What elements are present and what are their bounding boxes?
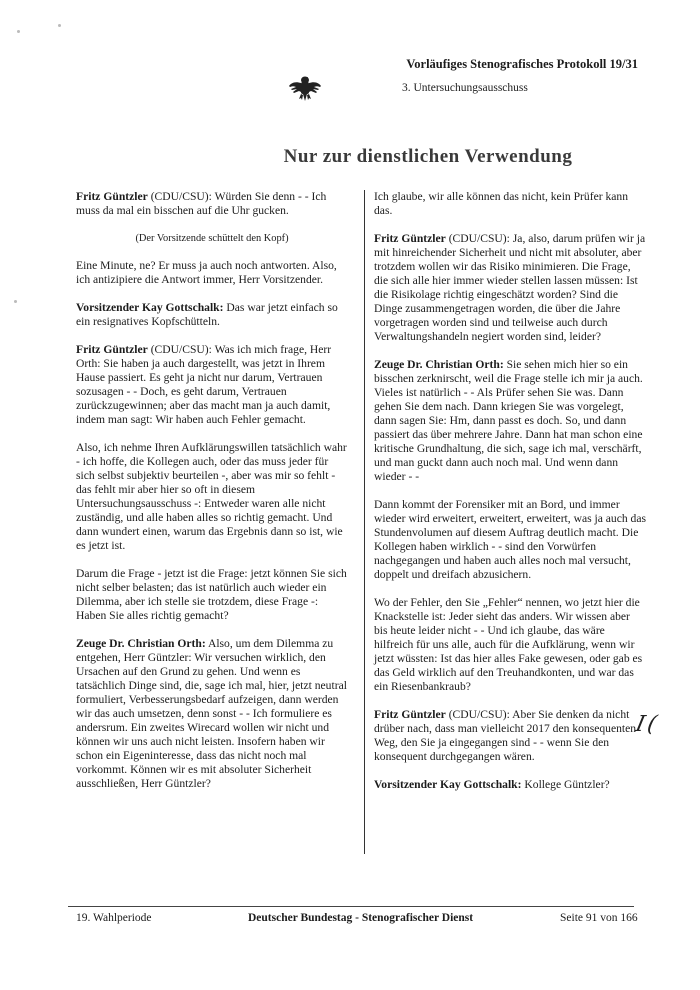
statement-text: Also, um dem Dilemma zu entgehen, Herr Güntzler: Wir versuchen wirklich, den Ursachen auf den Grund zu gehen. Und wenn es tatsächlich Dinge sind, die, sage ich mal, hier, jetzt neutral formuliert, Verbesserungsbedarf aufzeigen, dann werden wir das auch umsetzen, denn sonst - - Ich formuliere es andersrum. Ein zweites Wirecard wollen wir nicht und können wir uns auch nicht leisten. Insofern haben wir schon ein Eigeninteresse, dass das nicht noch mal vorkommt. Können wir es mit absoluter Sicherheit ausschließen, Herr Güntzler? (76, 637, 347, 790)
statement-text: Eine Minute, ne? Er muss ja auch noch antworten. Also, ich antizipiere die Antwort immer, Herr Vorsitzender. (76, 259, 337, 286)
footer-page-number: Seite 91 von 166 (560, 912, 638, 924)
statement-text: Also, ich nehme Ihren Aufklärungswillen tatsächlich wahr - ich hoffe, die Kollegen auch, oder das muss jeder für sich selbst subjektiv beurteilen -, aber was mir so fehlt - das fehlt mir aber hier so oft in diesem Untersuchungsausschuss -: Entweder waren alle nicht zuständig, und alle haben alles so richtig gemacht. Und dann wundert einen, warum das Ergebnis dann so ist, wie es jetzt ist. (76, 441, 347, 552)
left-column (76, 190, 348, 805)
speaker-name: Vorsitzender Kay Gottschalk: (76, 301, 224, 314)
statement-text: Dann kommt der Forensiker mit an Bord, und immer wieder wird erweitert, erweitert, erweitert, was ja auch das Stundenvolumen auf diesem Auftrag deutlich macht. Die Kollegen haben wirklich - - sind den Vorwürfen nachgegangen und haben auch alles noch mal versucht, doppelt und dreifach abzusichern. (374, 498, 647, 581)
right-column (374, 190, 646, 806)
scan-speck (17, 30, 20, 33)
scan-speck (14, 300, 17, 303)
statement-text: Ich glaube, wir alle können das nicht, kein Prüfer kann das. (374, 190, 629, 217)
speaker-name: Zeuge Dr. Christian Orth: (374, 358, 504, 371)
scan-speck (58, 24, 61, 27)
statement-text: (CDU/CSU): Was ich mich frage, Herr Orth: Sie haben ja auch dargestellt, was jetzt in Ihrem Hause passiert. Es geht ja nicht nur darum, Vertrauen sozusagen - - Doch, es geht darum, Vertrauen zurückzugewinnen; aber das macht man ja auch damit, indem man sagt: Wir haben auch Fehler gemacht. (76, 343, 332, 426)
statement-text: (CDU/CSU): Aber Sie denken da nicht drüber nach, dass man vielleicht 2017 den konsequenten Weg, den Sie ja eingegangen sind - - wenn Sie den konsequent durchgegangen wären. (374, 708, 637, 763)
speaker-name: Zeuge Dr. Christian Orth: (76, 637, 206, 650)
committee-name: 3. Untersuchungsausschuss (402, 82, 528, 94)
footer-divider (68, 906, 634, 907)
speaker-name: Fritz Güntzler (76, 190, 148, 203)
stage-direction: (Der Vorsitzende schüttelt den Kopf) (135, 233, 289, 244)
statement-text: (CDU/CSU): Würden Sie denn - - Ich muss da mal ein bisschen auf die Uhr gucken. (76, 190, 327, 217)
paragraph (374, 708, 646, 764)
margin-correction-mark: I( (633, 712, 662, 737)
statement-text: Sie sehen mich hier so ein bisschen zerknirscht, weil die Frage stelle ich mir ja auch. Vieles ist natürlich - - Als Prüfer sehen Sie was. Dann gehen Sie dem nach. Dann kriegen Sie was vorgelegt, dann sagen Sie: Hm, dann passt es doch. So, und dann passiert das über mehrere Jahre. Dann hat man schon eine kritische Grundhaltung, die sich, sage ich mal, verschärft, und man guckt dann auch noch mal. Und wenn dann wieder - - (374, 358, 643, 483)
column-divider (364, 190, 365, 854)
paragraph (76, 301, 348, 329)
statement-text: Kollege Güntzler? (521, 778, 610, 791)
statement-text: (CDU/CSU): Ja, also, darum prüfen wir ja mit hinreichender Sicherheit und nicht mit absoluter, aber trotzdem wollen wir das Risiko minimieren. Die Frage, die sich alle hier immer wieder stellen lassen müssen: Ist die Risikolage richtig eingeschätzt worden? Sind die Dinge zusammengetragen worden, die über die Jahre vorgetragen worden sind und teilweise auch durch Verwaltungshandeln negiert worden sind, leider? (374, 232, 646, 343)
protocol-title: Vorläufiges Stenografisches Protokoll 19/31 (406, 57, 638, 71)
paragraph (374, 778, 646, 792)
bundesadler-icon (288, 72, 322, 102)
paragraph (76, 190, 348, 218)
restriction-stamp (0, 146, 700, 168)
paragraph (374, 358, 646, 484)
stamp-text: Nur zur dienstlichen Verwendung (283, 146, 573, 167)
speaker-name: Fritz Güntzler (76, 343, 148, 356)
statement-text: Darum die Frage - jetzt ist die Frage: jetzt können Sie sich nicht selber belasten; das ist natürlich auch wieder ein Dilemma, aber ich stelle sie trotzdem, diese Frage -: Haben Sie alles richtig gemacht? (76, 567, 347, 622)
footer-period: 19. Wahlperiode (76, 912, 152, 924)
speaker-name: Fritz Güntzler (374, 232, 446, 245)
paragraph (76, 637, 348, 791)
paragraph (76, 343, 348, 427)
footer-publisher: Deutscher Bundestag - Stenografischer Dienst (248, 912, 474, 924)
statement-text: Wo der Fehler, den Sie „Fehler“ nennen, wo jetzt hier die Knackstelle ist: Jeder sieht das anders. Wir wissen aber bis heute leider nicht - - Und ich glaube, das wäre hilfreich für uns alle, auch für die Aufklärung, wenn wir jetzt wüssten: Ist das hier alles Fake gewesen, oder gab es das Geld wirklich auf den Treuhandkonten, und war das ein Riesenbankraub? (374, 596, 643, 693)
speaker-name: Vorsitzender Kay Gottschalk: (374, 778, 522, 791)
paragraph (374, 232, 646, 344)
speaker-name: Fritz Güntzler (374, 708, 446, 721)
statement-text: Das war jetzt einfach so ein resignatives Kopfschütteln. (76, 301, 338, 328)
